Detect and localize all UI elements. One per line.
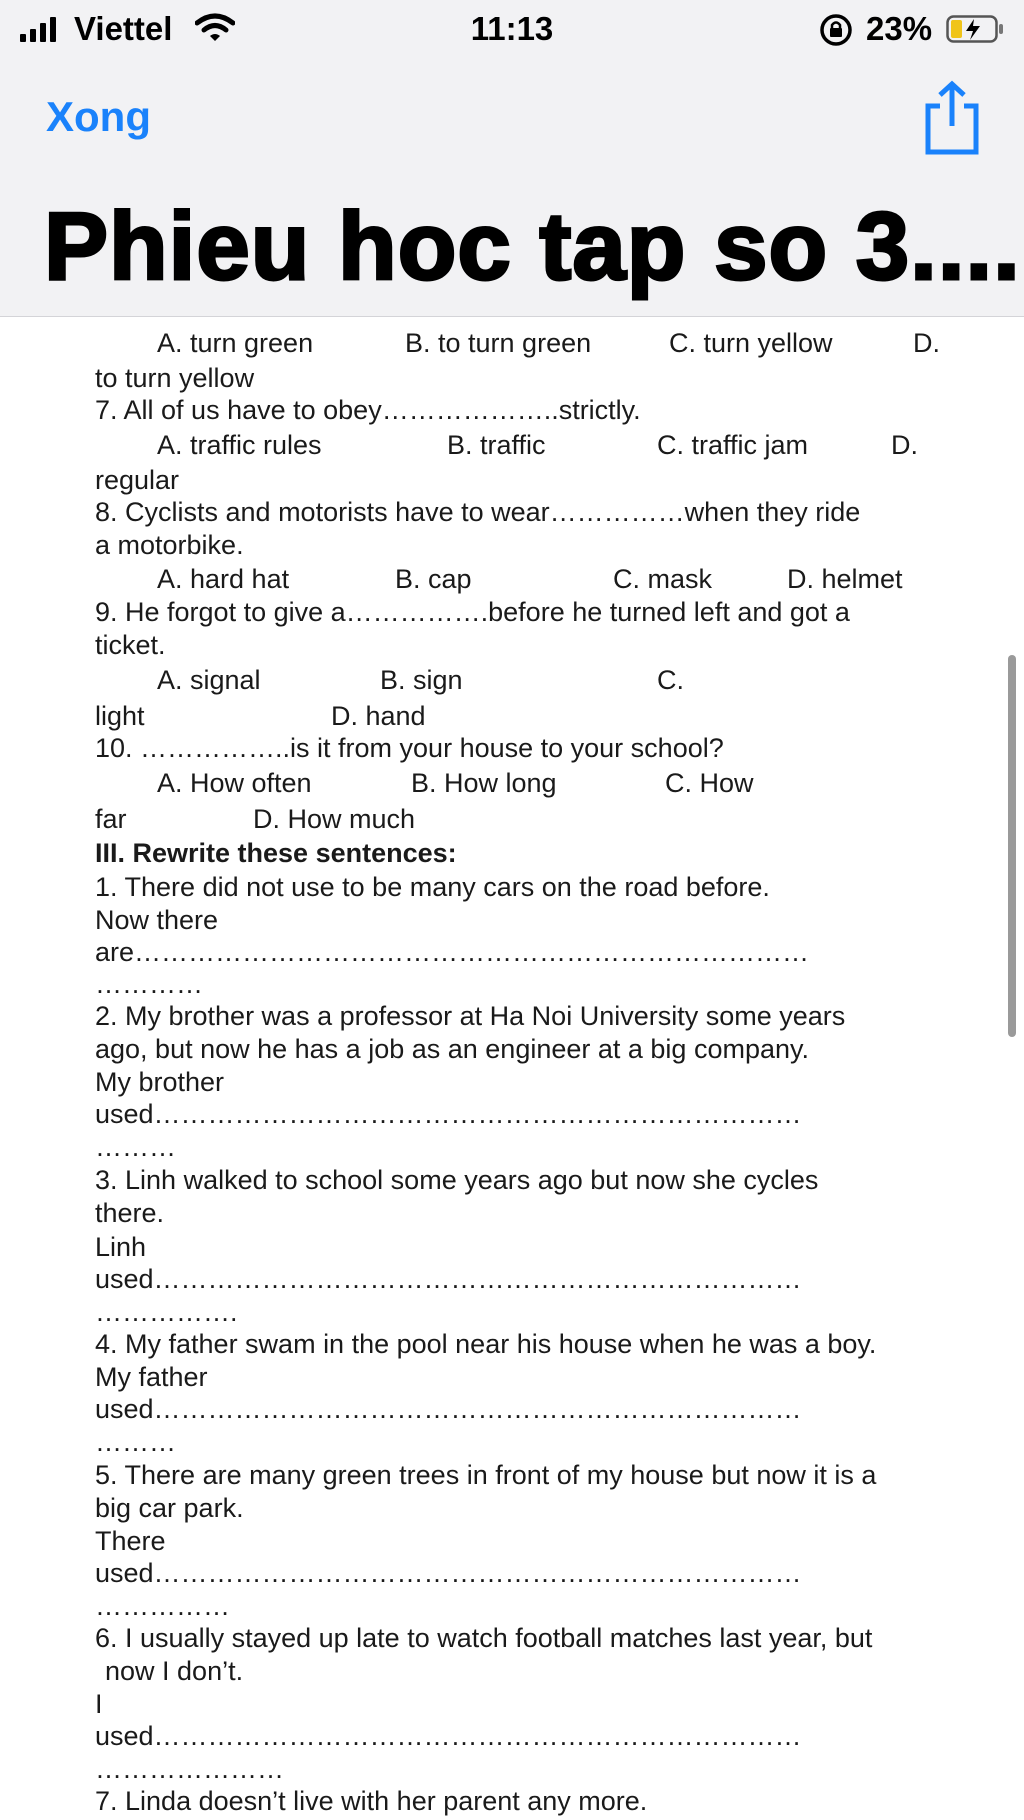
document-text-line: D. hand xyxy=(331,701,426,731)
document-content[interactable] xyxy=(0,317,1024,1820)
document-text-line: A. signal xyxy=(157,665,261,695)
document-text-line: C. mask xyxy=(613,564,713,594)
document-text-line: 8. Cyclists and motorists have to wear……………when they ride xyxy=(95,497,861,527)
document-text-line: ago, but now he has a job as an engineer at a big company. xyxy=(95,1034,809,1064)
document-text-line: ………… xyxy=(95,969,203,999)
document-text-line: far xyxy=(95,804,127,834)
document-text-line: big car park. xyxy=(95,1493,244,1523)
document-text-line: 7. Linda doesn’t live with her parent any more. xyxy=(95,1786,648,1816)
document-text-line: ………………… xyxy=(95,1754,284,1784)
document-text-line: 2. My brother was a professor at Ha Noi University some years xyxy=(95,1001,846,1031)
document-text-line: My brother xyxy=(95,1067,225,1097)
document-text-line: Now there xyxy=(95,905,219,935)
document-text-line: D. xyxy=(891,430,918,460)
document-text-line: ……… xyxy=(95,1132,176,1162)
document-text-line: C. traffic jam xyxy=(657,430,809,460)
document-text-line: 4. My father swam in the pool near his house when he was a boy. xyxy=(95,1329,877,1359)
document-text-line: There xyxy=(95,1526,166,1556)
document-text-line: …………… xyxy=(95,1591,230,1621)
carrier-name: Viettel xyxy=(74,10,173,47)
document-text-line: regular xyxy=(95,465,180,495)
document-text-line: a motorbike. xyxy=(95,530,244,560)
battery-percentage: 23% xyxy=(866,10,933,47)
document-text-line: used……………………………………………………………… xyxy=(95,1394,802,1424)
document-text-line: there. xyxy=(95,1198,165,1228)
document-text-line: 7. All of us have to obey………………..strictly. xyxy=(95,395,641,425)
document-text-line: D. helmet xyxy=(787,564,903,594)
document-text-line: ticket. xyxy=(95,630,166,660)
status-time: 11:13 xyxy=(470,10,554,47)
document-header xyxy=(0,0,1024,317)
document-text-line: C. How xyxy=(665,768,754,798)
document-text-line: 6. I usually stayed up late to watch football matches last year, but xyxy=(95,1623,873,1653)
document-text-line: used……………………………………………………………… xyxy=(95,1558,802,1588)
document-text-line: Linh xyxy=(95,1232,147,1262)
document-text-line: 3. Linh walked to school some years ago but now she cycles xyxy=(95,1165,819,1195)
document-text-line: ……… xyxy=(95,1427,176,1457)
document-text-line: C. turn yellow xyxy=(669,328,833,358)
document-title: Phieu hoc tap so 3.... xyxy=(44,193,1021,300)
scrollbar[interactable] xyxy=(1008,655,1016,1037)
document-text-line: D. How much xyxy=(253,804,416,834)
document-text-line: now I don’t. xyxy=(105,1656,244,1686)
document-text-line: My father xyxy=(95,1362,208,1392)
document-text-line: I xyxy=(95,1689,103,1719)
document-text-line: A. turn green xyxy=(157,328,314,358)
document-text-line: C. xyxy=(657,665,684,695)
document-text-line: used……………………………………………………………… xyxy=(95,1721,802,1751)
document-text-line: 9. He forgot to give a…………….before he turned left and got a xyxy=(95,597,850,627)
document-text-line: D. xyxy=(913,328,940,358)
section-heading: III. Rewrite these sentences: xyxy=(95,838,457,868)
document-text-line: B. to turn green xyxy=(405,328,592,358)
document-text-line: 1. There did not use to be many cars on the road before. xyxy=(95,872,770,902)
document-text-line: 10. ……………..is it from your house to your school? xyxy=(95,733,724,763)
done-button[interactable]: Xong xyxy=(46,93,151,140)
document-text-line: ……………. xyxy=(95,1297,238,1327)
document-text-line: light xyxy=(95,701,145,731)
document-text-line: B. How long xyxy=(411,768,557,798)
document-text-line: B. traffic xyxy=(447,430,546,460)
document-text-line: are………………………………………………………………… xyxy=(95,937,810,967)
document-text-line: A. hard hat xyxy=(157,564,290,594)
document-text-line: B. cap xyxy=(395,564,472,594)
document-text-line: used……………………………………………………………… xyxy=(95,1099,802,1129)
orientation-lock-icon xyxy=(818,12,854,48)
document-text-line: A. traffic rules xyxy=(157,430,322,460)
battery-charging-icon xyxy=(946,15,1004,43)
document-text-line: A. How often xyxy=(157,768,312,798)
document-text-line: to turn yellow xyxy=(95,363,255,393)
document-text-line: B. sign xyxy=(380,665,463,695)
share-icon[interactable] xyxy=(922,80,982,156)
document-text-line: used……………………………………………………………… xyxy=(95,1264,802,1294)
document-text-line: 5. There are many green trees in front of my house but now it is a xyxy=(95,1460,877,1490)
status-bar xyxy=(0,10,1024,50)
